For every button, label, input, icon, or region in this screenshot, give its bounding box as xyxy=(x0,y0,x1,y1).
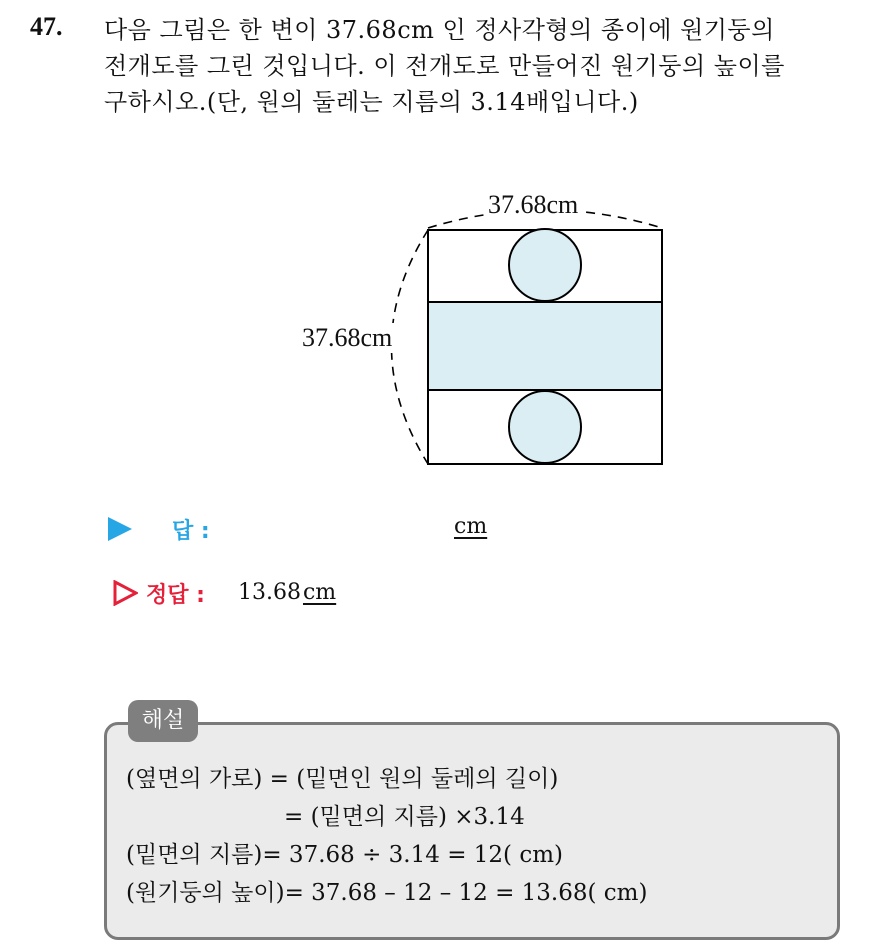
left-dimension-arc xyxy=(392,230,429,464)
explanation-tab: 해설 xyxy=(128,700,198,742)
explanation-line: (옆면의 가로) = (밑면인 원의 둘레의 길이) xyxy=(126,766,559,792)
correct-unit: cm xyxy=(302,580,337,605)
explanation-line: (원기둥의 높이)= 37.68 – 12 – 12 = 13.68( cm) xyxy=(126,880,648,906)
lateral-face-rect xyxy=(428,302,662,390)
explanation-box xyxy=(104,722,840,940)
answer-unit: cm xyxy=(454,514,488,539)
explanation-line: = (밑면의 지름) ×3.14 xyxy=(284,804,525,830)
top-base-circle xyxy=(509,229,581,301)
answer-marker-icon xyxy=(108,517,132,541)
correct-value: 13.68 xyxy=(238,580,301,605)
correct-label: 정답 : xyxy=(146,583,205,608)
explanation-line: (밑면의 지름)= 37.68 ÷ 3.14 = 12( cm) xyxy=(126,842,563,868)
left-dimension-label: 37.68cm xyxy=(302,323,393,352)
question-line: 다음 그림은 한 변이 37.68cm 인 정사각형의 종이에 원기둥의 xyxy=(104,16,775,44)
correct-answer xyxy=(238,580,336,605)
question-number: 47. xyxy=(30,12,63,41)
top-dimension-label: 37.68cm xyxy=(484,190,582,220)
bottom-base-circle xyxy=(509,391,581,463)
question-line: 구하시오.(단, 원의 둘레는 지름의 3.14배입니다.) xyxy=(104,88,639,116)
answer-label: 답 : xyxy=(172,519,210,544)
correct-marker-icon xyxy=(112,580,138,606)
question-line: 전개도를 그린 것입니다. 이 전개도로 만들어진 원기둥의 높이를 xyxy=(104,52,785,80)
